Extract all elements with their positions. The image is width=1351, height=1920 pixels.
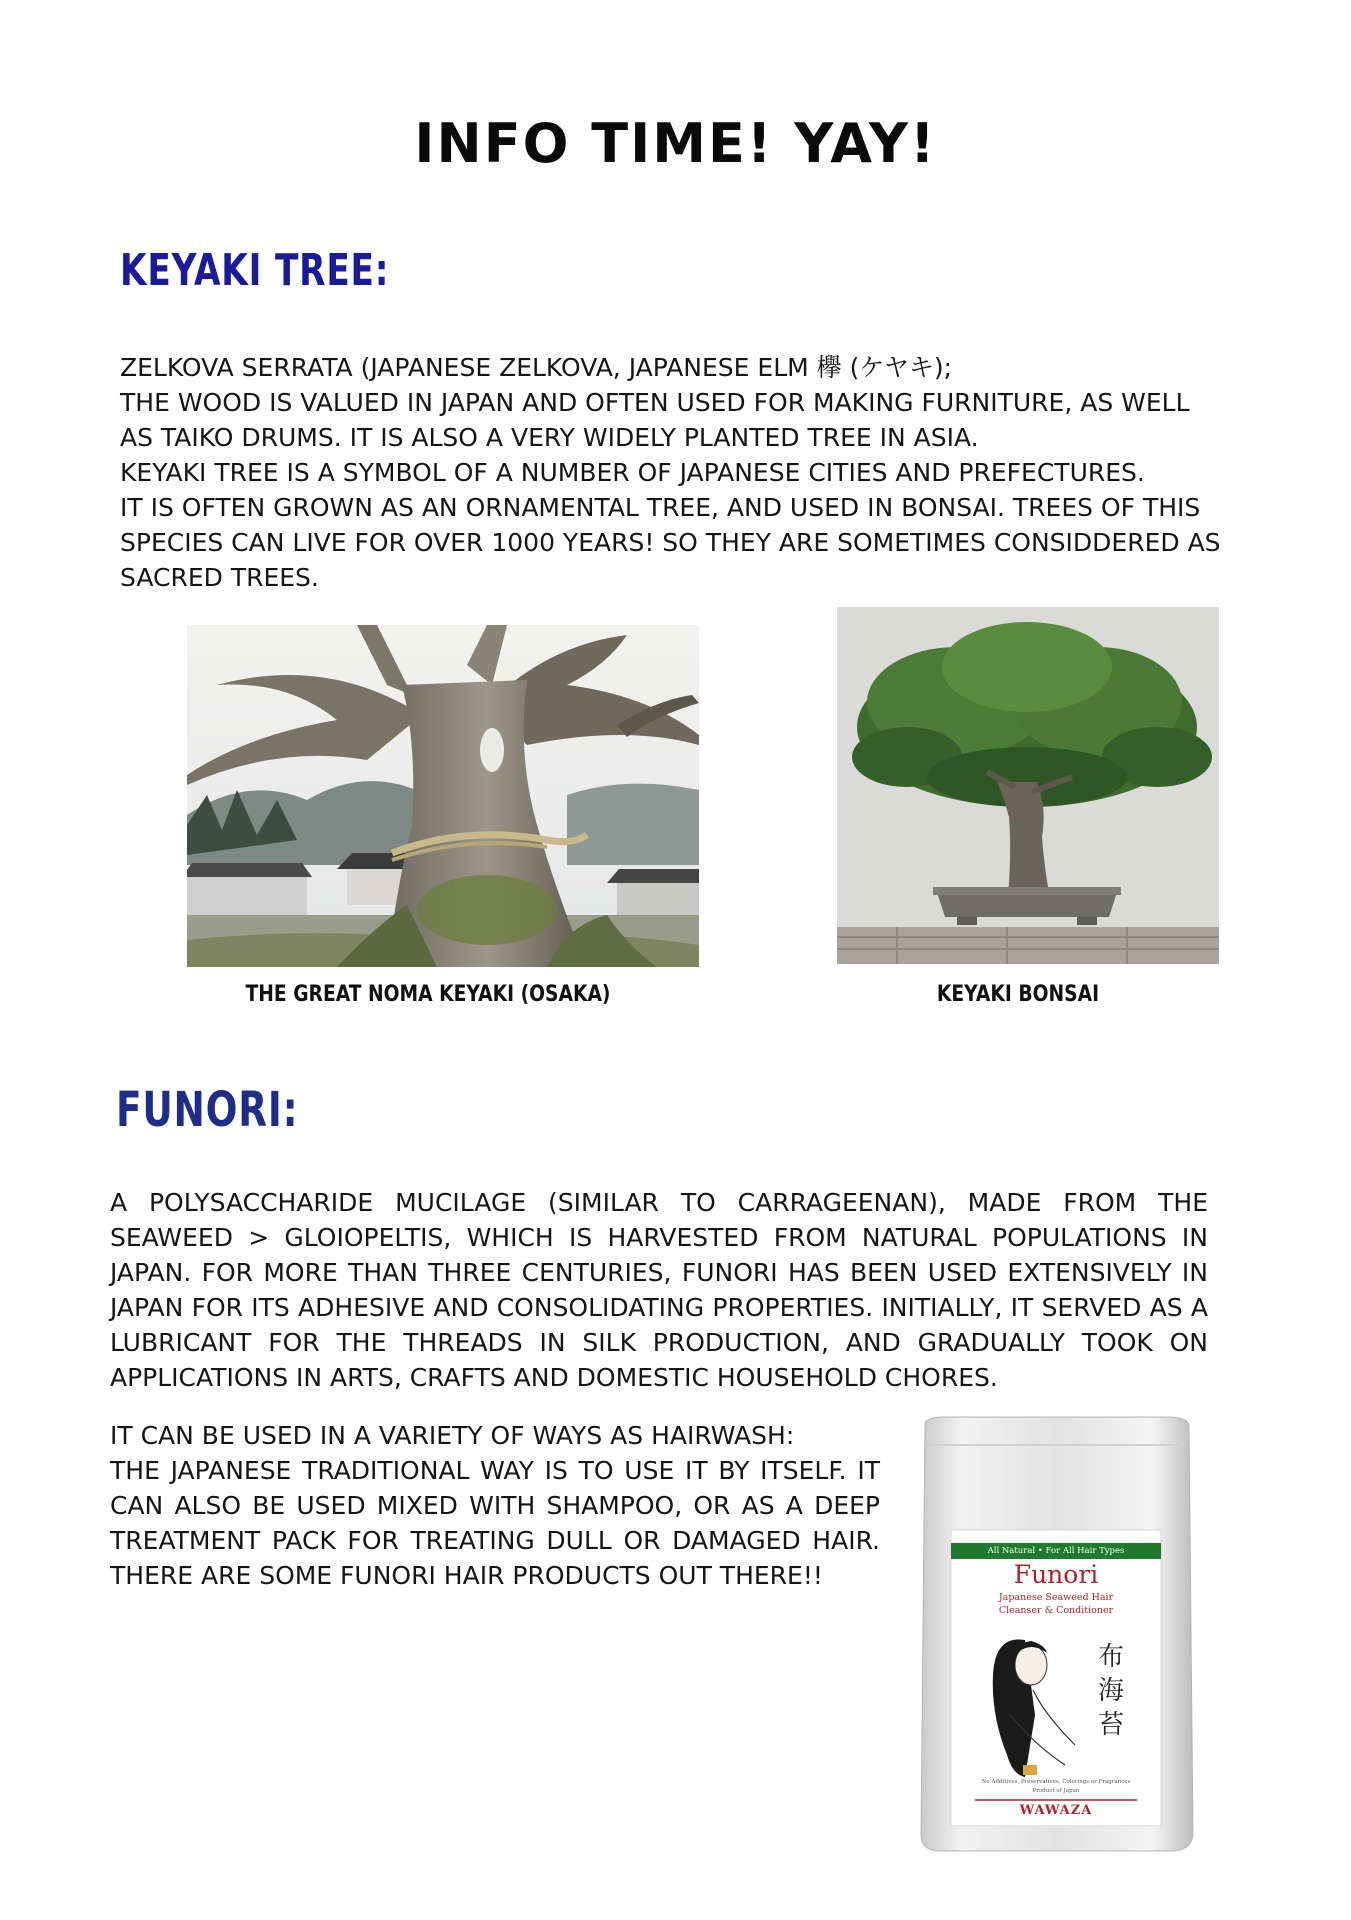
product-kanji: [1091, 1640, 1131, 1742]
funori-product-photo: [915, 1415, 1197, 1853]
product-origin: Product of Japan: [1032, 1788, 1080, 1794]
product-name: Funori: [1013, 1560, 1099, 1589]
keyaki-heading: KEYAKI TREE:: [120, 245, 390, 296]
product-subtitle-1: Japanese Seaweed Hair: [998, 1592, 1114, 1603]
product-brand: WAWAZA: [1019, 1803, 1093, 1818]
funori-paragraph-2: [110, 1418, 880, 1593]
keyaki-line: AS TAIKO DRUMS. IT IS ALSO A VERY WIDELY PLANTED TREE IN ASIA.: [120, 423, 979, 452]
product-fine-print: No Additives, Preservatives, Colorings or Fragrances: [981, 1779, 1131, 1785]
product-kanji-3: 苔: [1097, 1710, 1124, 1740]
product-subtitle-2: Cleanser & Conditioner: [998, 1605, 1114, 1616]
funori-paragraph-1: A POLYSACCHARIDE MUCILAGE (SIMILAR TO CARRAGEENAN), MADE FROM THE SEAWEED > GLOIOPELTIS, WHICH IS HARVESTED FROM NATURAL POPULATIONS IN JAPAN. FOR MORE THAN THREE CENTURIES, FUNORI HAS BEEN USED EXTENSIVELY IN JAPAN FOR ITS ADHESIVE AND CONSOLIDATING PROPERTIES. INITIALLY, IT SERVED AS A LUBRICANT FOR THE THREADS IN SILK PRODUCTION, AND GRADUALLY TOOK ON APPLICATIONS IN ARTS, CRAFTS AND DOMESTIC HOUSEHOLD CHORES.: [110, 1188, 1208, 1392]
bonsai-caption: KEYAKI BONSAI: [936, 982, 1100, 1007]
keyaki-line: SPECIES CAN LIVE FOR OVER 1000 YEARS! SO THEY ARE SOMETIMES CONSIDDERED AS: [120, 528, 1221, 557]
keyaki-line: ZELKOVA SERRATA (JAPANESE ZELKOVA, JAPANESE ELM 欅 (ケヤキ);: [120, 353, 953, 382]
funori-paragraph-2-body: THE JAPANESE TRADITIONAL WAY IS TO USE IT BY ITSELF. IT CAN ALSO BE USED MIXED WITH SHAMPOO, OR AS A DEEP TREATMENT PACK FOR TREATING DULL OR DAMAGED HAIR. THERE ARE SOME FUNORI HAIR PRODUCTS OUT THERE!!: [110, 1456, 880, 1590]
keyaki-line: THE WOOD IS VALUED IN JAPAN AND OFTEN USED FOR MAKING FURNITURE, AS WELL: [120, 388, 1190, 417]
keyaki-line: SACRED TREES.: [120, 563, 319, 592]
funori-paragraph-2-first-line: IT CAN BE USED IN A VARIETY OF WAYS AS HAIRWASH:: [110, 1421, 795, 1450]
product-kanji-1: 布: [1097, 1642, 1124, 1672]
keyaki-bonsai-photo: [837, 607, 1219, 964]
product-kanji-2: 海: [1097, 1676, 1124, 1706]
keyaki-paragraph: [120, 350, 1250, 595]
page-title: INFO TIME! YAY!: [414, 112, 937, 175]
great-noma-keyaki-photo: [187, 625, 699, 967]
great-noma-caption: THE GREAT NOMA KEYAKI (OSAKA): [245, 982, 611, 1007]
product-banner: All Natural • For All Hair Types: [987, 1546, 1125, 1556]
keyaki-line: KEYAKI TREE IS A SYMBOL OF A NUMBER OF JAPANESE CITIES AND PREFECTURES.: [120, 458, 1145, 487]
funori-heading: FUNORI:: [116, 1082, 299, 1138]
keyaki-line: IT IS OFTEN GROWN AS AN ORNAMENTAL TREE, AND USED IN BONSAI. TREES OF THIS: [120, 493, 1201, 522]
